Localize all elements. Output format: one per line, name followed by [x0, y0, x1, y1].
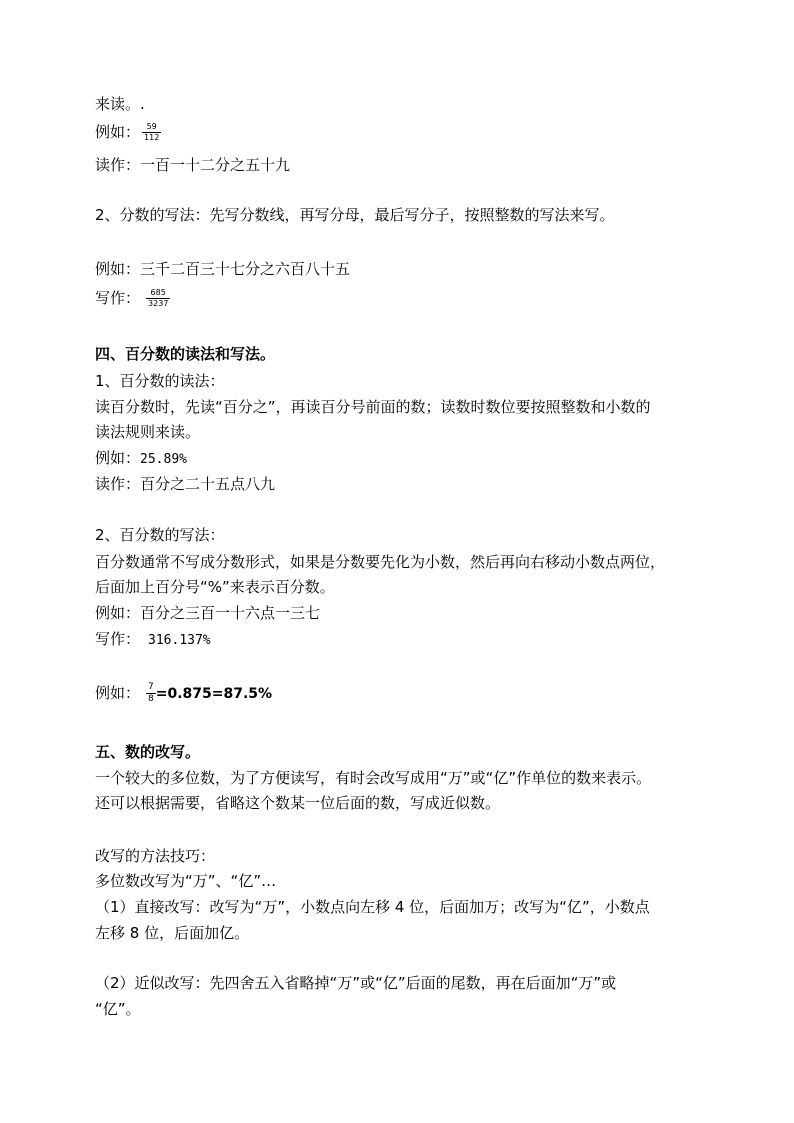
fraction: [146, 683, 156, 704]
fraction: [142, 123, 161, 142]
text-line: （1）直接改写：改写为“万”，小数点向左移 4 位，后面加万；改写为“亿”，小数点: [95, 898, 650, 916]
write-line: [95, 628, 211, 652]
text-line: 后面加上百分号“%”来表示百分数。: [95, 578, 335, 596]
text-line: 读法规则来读。: [95, 423, 201, 441]
equation-text: =0.875=87.5%: [155, 686, 273, 702]
example-label: 例如：: [95, 684, 141, 702]
text-line: “亿”。: [95, 1000, 141, 1018]
section-heading: 五、数的改写。: [95, 743, 201, 761]
example-label: 例如：: [95, 123, 141, 141]
write-fraction-line: [95, 287, 170, 309]
text-line: （2）近似改写：先四舍五入省略掉“万”或“亿”后面的尾数，再在后面加“万”或: [95, 974, 617, 992]
text-line: 来读。.: [95, 95, 145, 113]
text-line: 改写的方法技巧：: [95, 847, 216, 865]
example-label: 例如：: [95, 449, 141, 467]
text-line: 读作：一百一十二分之五十九: [95, 156, 291, 174]
example-value: 25.89%: [140, 452, 187, 467]
write-label: 写作：: [95, 289, 141, 307]
text-line: 读百分数时，先读“百分之”，再读百分号前面的数；读数时数位要按照整数和小数的: [95, 398, 651, 416]
text-line: 左移 8 位，后面加亿。: [95, 924, 250, 942]
fraction-numerator: 7: [148, 682, 154, 692]
text-line: 2、分数的写法：先写分数线，再写分母，最后写分子，按照整数的写法来写。: [95, 206, 615, 224]
fraction-denominator: 3237: [148, 299, 169, 308]
fraction: [146, 289, 170, 308]
example-equation-line: [95, 682, 272, 705]
fraction-numerator: 59: [142, 123, 161, 133]
text-line: 多位数改写为“万”、“亿”…: [95, 872, 277, 890]
fraction-denominator: 8: [148, 694, 154, 704]
fraction-denominator: 112: [144, 133, 160, 142]
text-line: 2、百分数的写法：: [95, 526, 225, 544]
write-label: 写作：: [95, 630, 141, 648]
text-line: 一个较大的多位数，为了方便读写，有时会改写成用“万”或“亿”作单位的数来表示。: [95, 769, 652, 787]
text-line: 例如：百分之三百一十六点一三七: [95, 604, 321, 622]
section-heading: 四、百分数的读法和写法。: [95, 345, 276, 363]
fraction-numerator: 685: [146, 289, 170, 299]
write-value: 316.137%: [148, 633, 211, 648]
text-line: 百分数通常不写成分数形式，如果是分数要先化为小数，然后再向右移动小数点两位，: [95, 553, 666, 571]
text-line: 例如：三千二百三十七分之六百八十五: [95, 260, 351, 278]
example-fraction-line: [95, 121, 161, 143]
example-line: [95, 447, 187, 471]
text-line: 读作：百分之二十五点八九: [95, 475, 276, 493]
text-line: 1、百分数的读法：: [95, 372, 225, 390]
text-line: 还可以根据需要，省略这个数某一位后面的数，写成近似数。: [95, 794, 501, 812]
